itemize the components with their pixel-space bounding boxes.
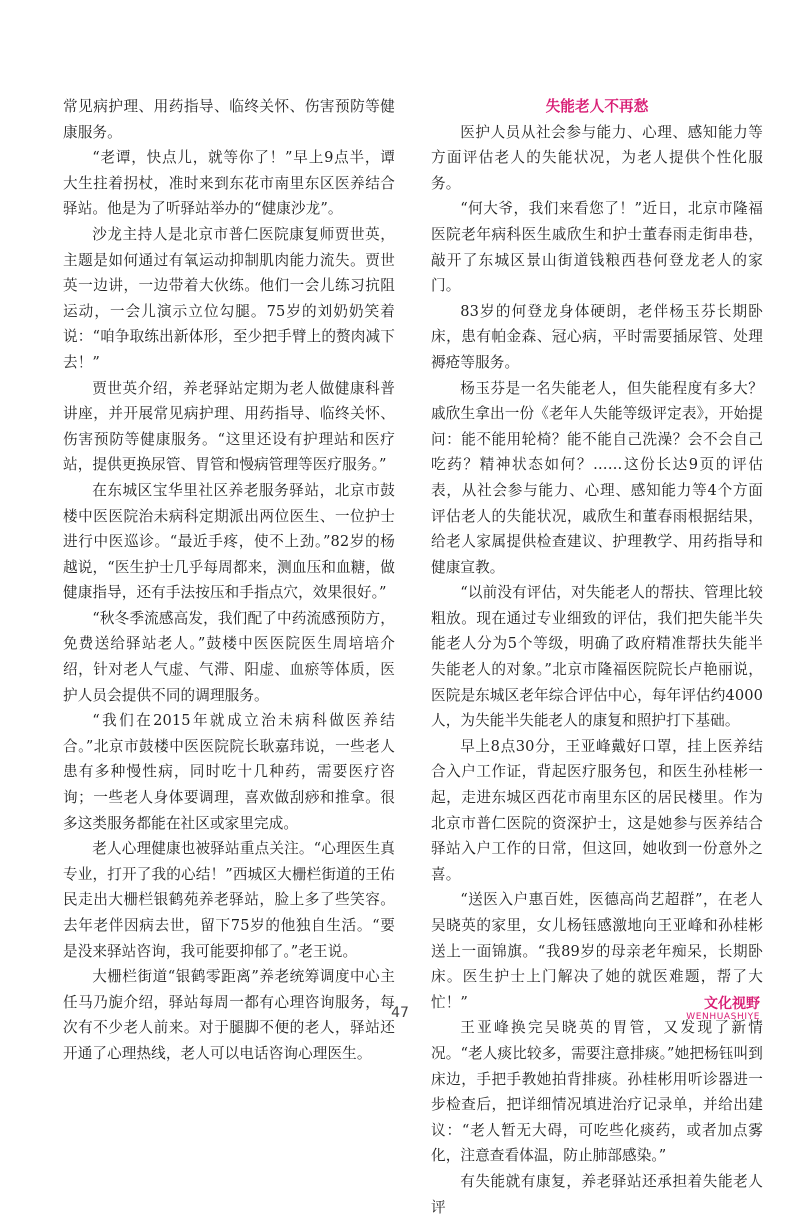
paragraph: “以前没有评估，对失能老人的帮扶、管理比较粗放。现在通过专业细致的评估，我们把失能半失能老人分为5个等级，明确了政府精准帮扶失能半失能老人的对象。”北京市隆福医院院长卢艳丽说，医院是东城区老年综合评估中心，每年评估约4000人，为失能半失能老人的康复和照护打下基础。	[431, 584, 763, 730]
paragraph: 大栅栏街道“银鹤零距离”养老统筹调度中心主任马乃旎介绍，驿站每周一都有心理咨询服务，每次有不少老人前来。对于腿脚不便的老人，驿站还开通了心理热线，老人可以电话咨询心理医生。	[63, 968, 395, 1062]
paragraph: 杨玉芬是一名失能老人，但失能程度有多大？戚欣生拿出一份《老年人失能等级评定表》，开始提问：能不能用轮椅？能不能自己洗澡？会不会自己吃药？精神状态如何？……这份长达9页的评估表，从社会参与能力、心理、感知能力等4个方面评估老人的失能状况，戚欣生和董春雨根据结果，给老人家属提供检查建议、护理教学、用药指导和健康宣教。	[431, 379, 763, 576]
paragraph: “何大爷，我们来看您了！”近日，北京市隆福医院老年病科医生戚欣生和护士董春雨走街串巷，敲开了东城区景山街道钱粮西巷何登龙老人的家门。	[431, 200, 763, 295]
paragraph: 早上8点30分，王亚峰戴好口罩，挂上医养结合入户工作证，背起医疗服务包，和医生孙桂彬一起，走进东城区西花市南里东区的居民楼里。作为北京市普仁医院的资深护士，这是她参与医养结合驿站入户工作的日常，但这回，她收到一份意外之喜。	[431, 737, 763, 883]
paragraph: “老谭，快点儿，就等你了！”早上9点半，谭大生拄着拐杖，准时来到东花市南里东区医养结合驿站。他是为了听驿站举办的“健康沙龙”。	[63, 149, 395, 218]
paragraph: 王亚峰换完吴晓英的胃管，又发现了新情况。“老人痰比较多，需要注意排痰。”她把杨钰叫到床边，手把手教她拍背排痰。孙桂彬用听诊器进一步检查后，把详细情况填进治疗记录单，并给出建议：“老人暂无大碍，可吃些化痰药，或者加点雾化，注意查看体温，防止肺部感染。”	[431, 1019, 763, 1165]
paragraph: 贾世英介绍，养老驿站定期为老人做健康科普讲座，并开展常见病护理、用药指导、临终关怀、伤害预防等健康服务。“这里还设有护理站和医疗站，提供更换尿管、胃管和慢病管理等医疗服务。”	[63, 379, 395, 474]
paragraph: 老人心理健康也被驿站重点关注。“心理医生真专业，打开了我的心结！”西城区大栅栏街道的王佑民走出大栅栏银鹤苑养老驿站，脸上多了些笑容。去年老伴因病去世，留下75岁的他独自生活。“要是没来驿站咨询，我可能要抑郁了。”老王说。	[63, 840, 395, 960]
paragraph: “我们在2015年就成立治未病科做医养结合。”北京市鼓楼中医医院院长耿嘉玮说，一些老人患有多种慢性病，同时吃十几种药，需要医疗咨询；一些老人身体要调理，喜欢做刮痧和推拿。很多这类服务都能在社区或家里完成。	[63, 712, 395, 832]
article-column-left	[63, 94, 395, 1067]
paragraph: “秋冬季流感高发，我们配了中药流感预防方，免费送给驿站老人。”鼓楼中医医院医生周培培介绍，针对老人气虚、气滞、阳虚、血瘀等体质，医护人员会提供不同的调理服务。	[63, 609, 395, 704]
brand-subtitle: WENHUASHIYE	[686, 1012, 760, 1022]
article-column-right	[431, 94, 763, 1220]
paragraph: 医护人员从社会参与能力、心理、感知能力等方面评估老人的失能状况，为老人提供个性化服务。	[431, 123, 763, 192]
page-number: 47	[391, 1005, 409, 1021]
paragraph: 有失能就有康复，养老驿站还承担着失能老人评	[431, 1172, 763, 1216]
paragraph: 沙龙主持人是北京市普仁医院康复师贾世英，主题是如何通过有氧运动抑制肌肉能力流失。贾世英一边讲，一边带着大伙练。他们一会儿练习抗阻运动，一会儿演示立位勾腿。75岁的刘奶奶笑着说：“咱争取练出新体形，至少把手臂上的赘肉减下去！”	[63, 225, 395, 371]
brand-title: 文化视野	[704, 996, 760, 1012]
paragraph: 在东城区宝华里社区养老服务驿站，北京市鼓楼中医医院治未病科定期派出两位医生、一位护士进行中医巡诊。“最近手疼，使不上劲。”82岁的杨越说，“医生护士几乎每周都来，测血压和血糖，做健康指导，还有手法按压和手指点穴，效果很好。”	[63, 481, 395, 602]
section-heading: 失能老人不再愁	[545, 98, 649, 115]
paragraph: “送医入户惠百姓，医德高尚艺超群”，在老人吴晓英的家里，女儿杨钰感激地向王亚峰和孙桂彬送上一面锦旗。“我89岁的母亲老年痴呆，长期卧床。医生护士上门解决了她的就医难题，帮了大忙！”	[431, 891, 763, 1011]
magazine-brand	[686, 996, 760, 1023]
paragraph: 83岁的何登龙身体硬朗，老伴杨玉芬长期卧床，患有帕金森、冠心病，平时需要插尿管、处理褥疮等服务。	[431, 302, 763, 371]
paragraph: 常见病护理、用药指导、临终关怀、伤害预防等健康服务。	[63, 98, 395, 141]
